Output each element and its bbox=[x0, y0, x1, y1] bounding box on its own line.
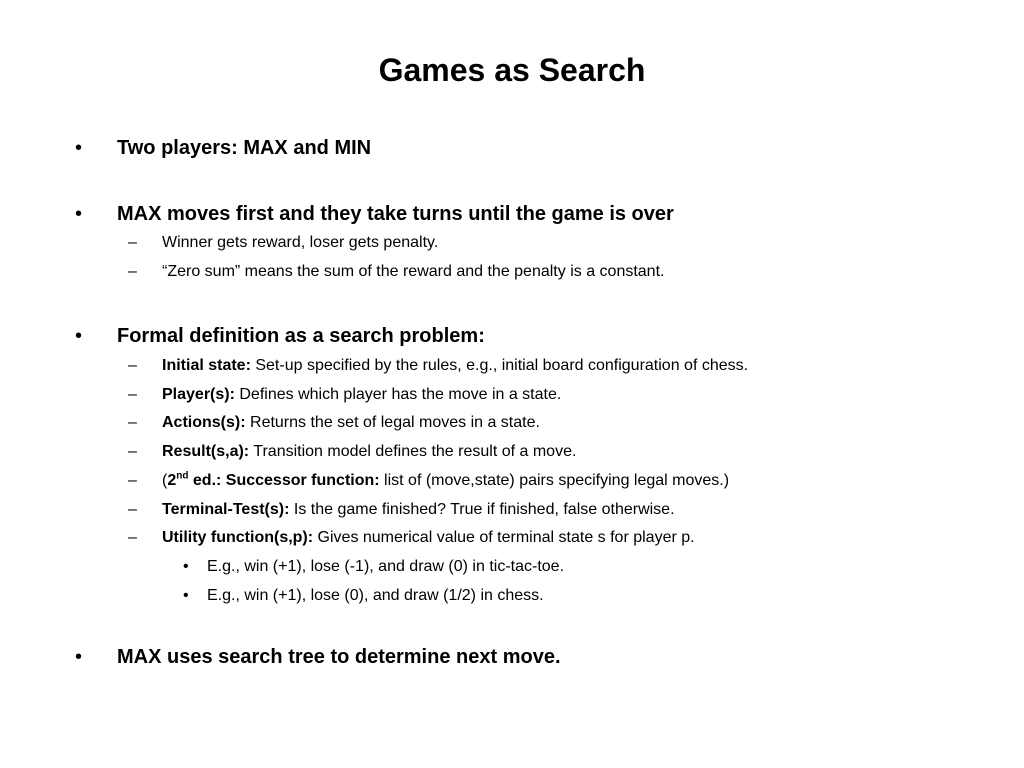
sub-bullet-text: Winner gets reward, loser gets penalty. bbox=[162, 234, 439, 251]
sub-bullet-text: “Zero sum” means the sum of the reward and the penalty is a constant. bbox=[162, 263, 665, 280]
term-description: Transition model defines the result of a move. bbox=[249, 443, 577, 460]
term-label: Actions(s): bbox=[162, 414, 246, 431]
term-description: Is the game finished? True if finished, false otherwise. bbox=[289, 501, 675, 518]
sub-bullet-text bbox=[162, 499, 675, 521]
bullet-text: MAX uses search tree to determine next move. bbox=[117, 646, 561, 668]
term-description: Set-up specified by the rules, e.g., initial board configuration of chess. bbox=[250, 357, 749, 374]
dash-glyph: – bbox=[128, 414, 137, 431]
sub-bullet-text bbox=[162, 412, 540, 434]
dash-glyph: – bbox=[128, 357, 137, 374]
bullet-glyph: • bbox=[75, 325, 83, 347]
term-label: Utility function(s,p): bbox=[162, 529, 314, 546]
dash-glyph: – bbox=[128, 234, 137, 251]
bullet-glyph: • bbox=[183, 587, 189, 604]
term-description: Returns the set of legal moves in a state. bbox=[245, 414, 540, 431]
sub-bullet-text bbox=[162, 470, 729, 492]
dash-glyph: – bbox=[128, 501, 137, 518]
sub-bullet-text bbox=[162, 355, 748, 377]
dash-glyph: – bbox=[128, 386, 137, 403]
dash-glyph: – bbox=[128, 263, 137, 280]
slide-title: Games as Search bbox=[378, 52, 646, 88]
term-label: Result(s,a): bbox=[162, 443, 250, 460]
term-description: Gives numerical value of terminal state s for player p. bbox=[313, 529, 695, 546]
term-label: Terminal-Test(s): bbox=[162, 501, 290, 518]
open-paren: ( bbox=[162, 472, 168, 489]
term-label: Initial state: bbox=[162, 357, 251, 374]
term-label: ed.: Successor function: bbox=[188, 472, 380, 489]
term-description: list of (move,state) pairs specifying legal moves.) bbox=[379, 472, 730, 489]
dash-glyph: – bbox=[128, 529, 137, 546]
dash-glyph: – bbox=[128, 443, 137, 460]
bullet-glyph: • bbox=[75, 137, 83, 159]
sub-bullet-text bbox=[162, 384, 561, 406]
edition-superscript: nd bbox=[176, 470, 189, 482]
sub-sub-bullet-text: E.g., win (+1), lose (0), and draw (1/2) in chess. bbox=[207, 587, 544, 604]
sub-bullet-text bbox=[162, 441, 576, 463]
term-description: Defines which player has the move in a state. bbox=[234, 386, 562, 403]
bullet-glyph: • bbox=[183, 558, 189, 575]
sub-sub-bullet-text: E.g., win (+1), lose (-1), and draw (0) in tic-tac-toe. bbox=[207, 558, 565, 575]
bullet-text: MAX moves first and they take turns until the game is over bbox=[117, 203, 674, 225]
bullet-text: Two players: MAX and MIN bbox=[117, 137, 372, 159]
bullet-text: Formal definition as a search problem: bbox=[117, 325, 485, 347]
bullet-glyph: • bbox=[75, 203, 83, 225]
term-label: Player(s): bbox=[162, 386, 235, 403]
sub-bullet-text bbox=[162, 527, 695, 549]
edition-number: 2 bbox=[167, 472, 177, 489]
dash-glyph: – bbox=[128, 472, 137, 489]
bullet-glyph: • bbox=[75, 646, 83, 668]
